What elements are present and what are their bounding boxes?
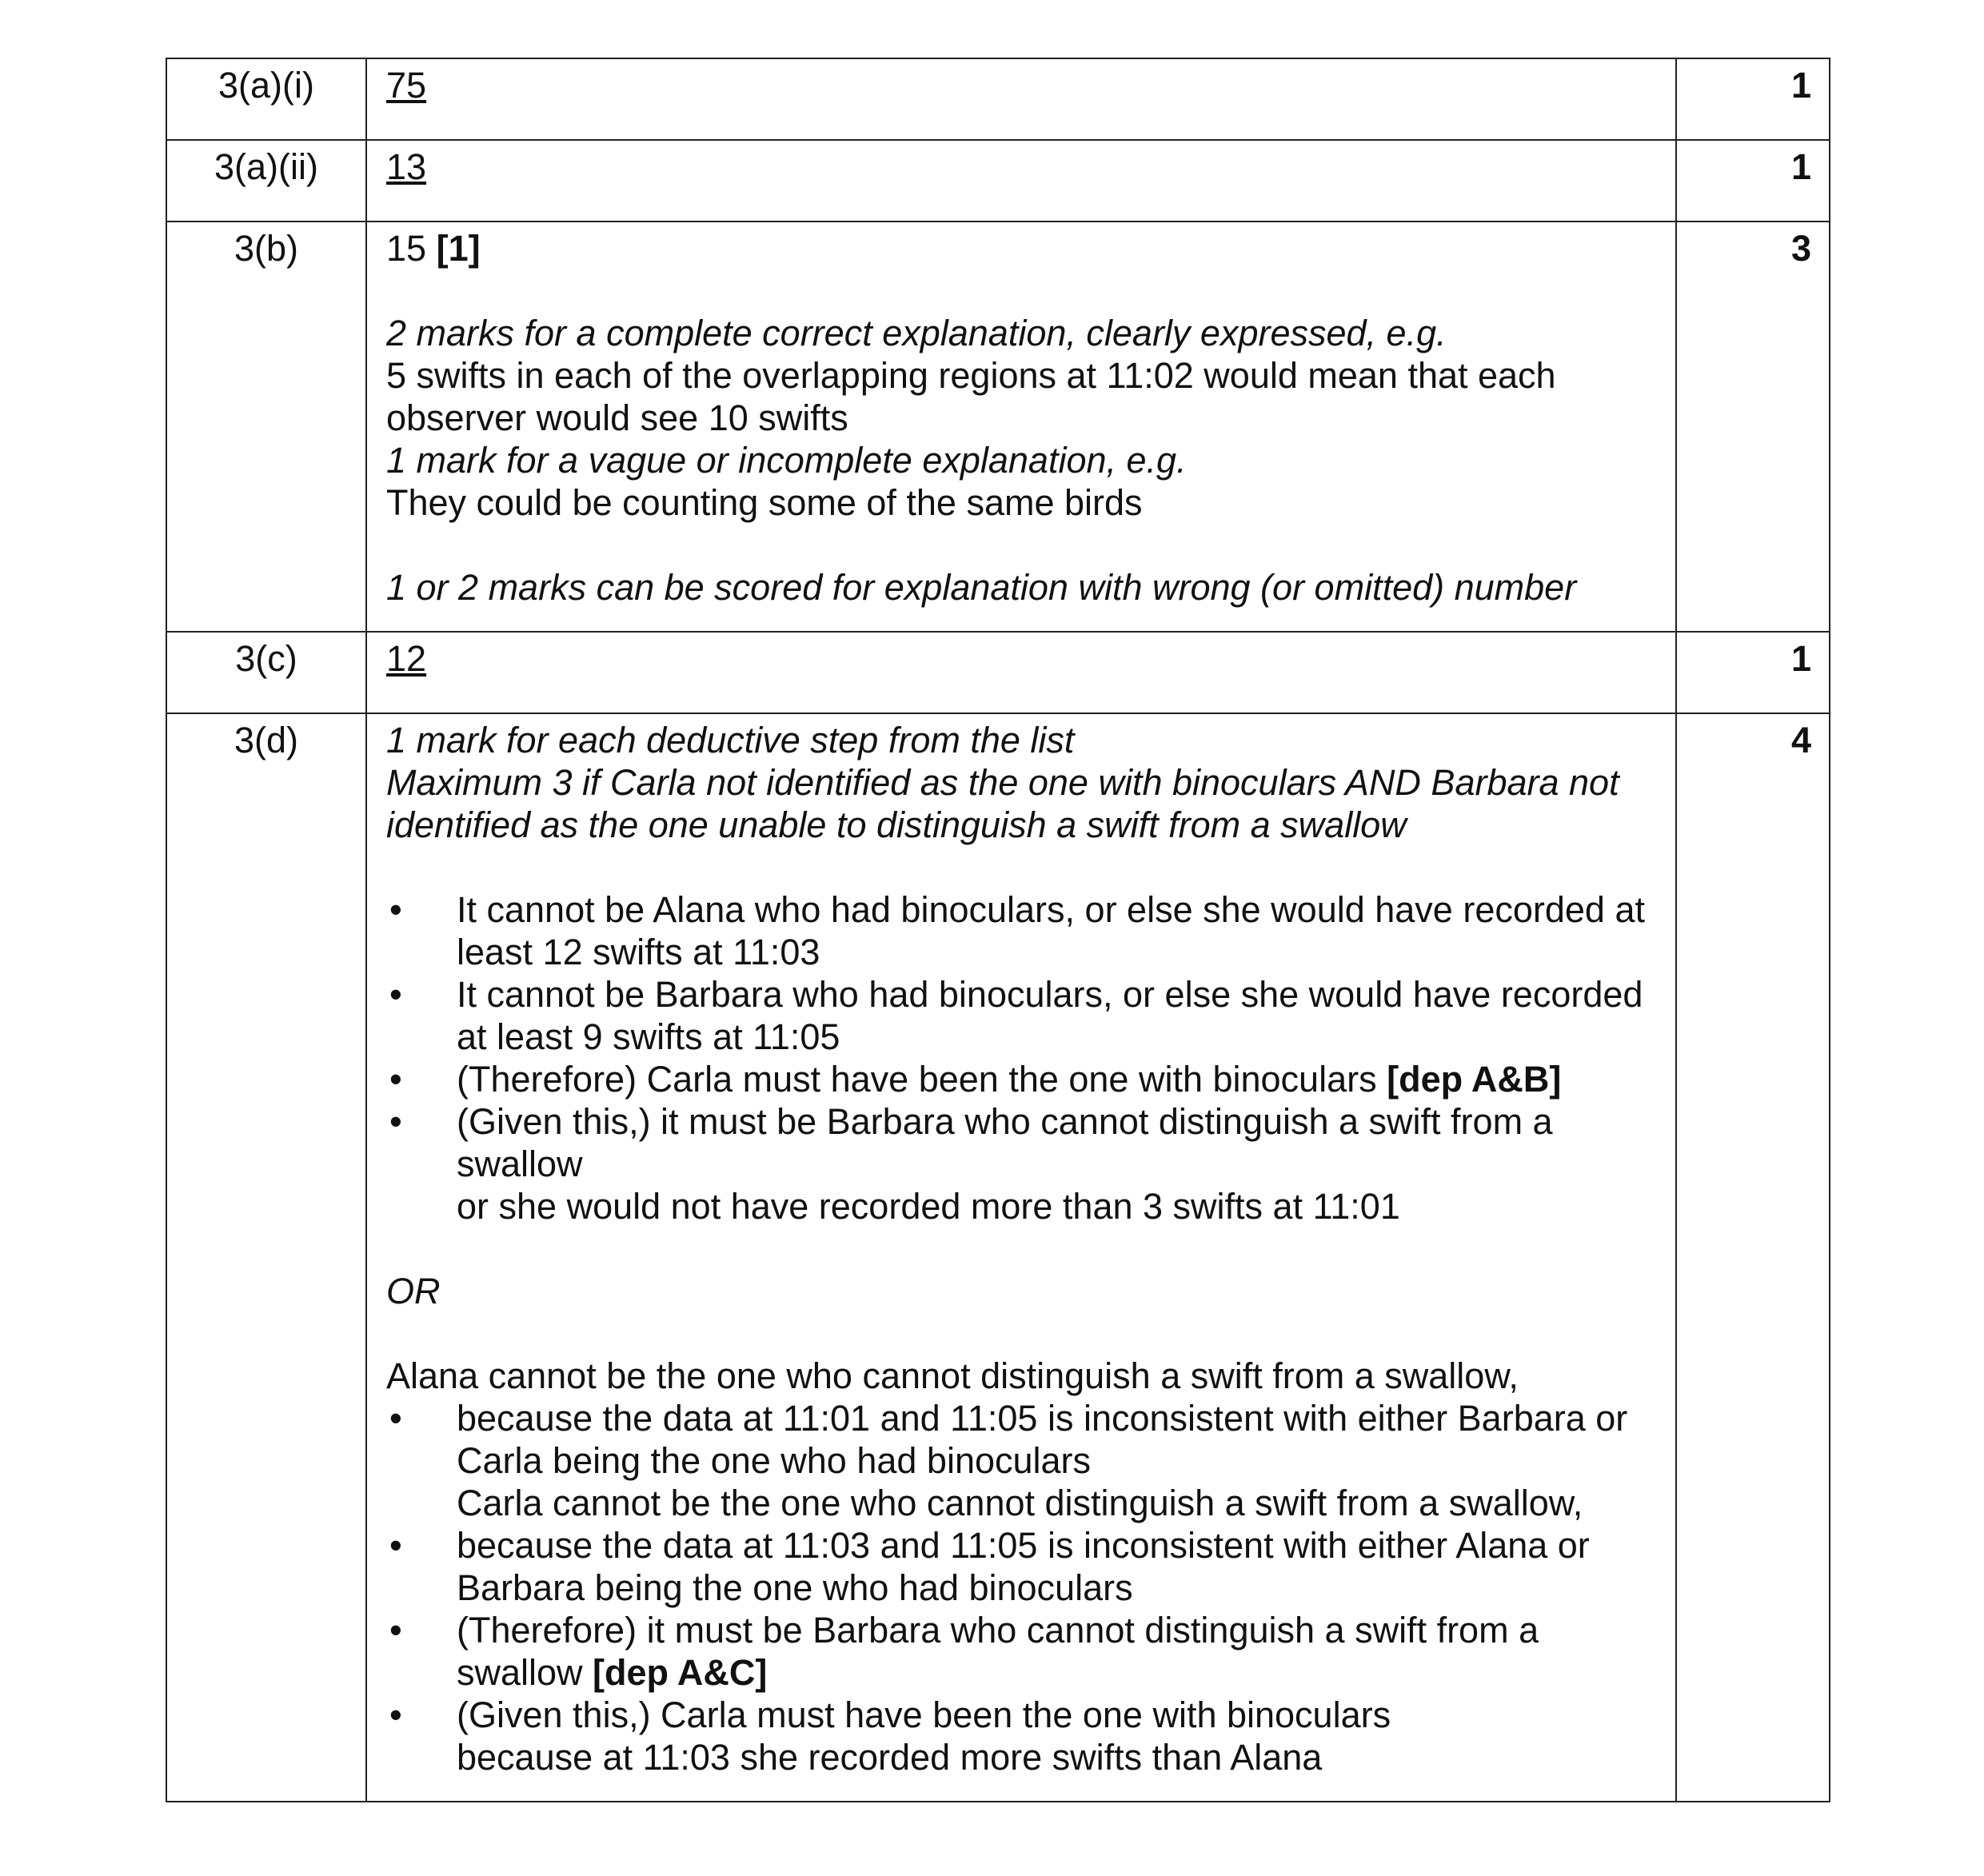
marks-cell bbox=[1676, 140, 1830, 222]
question-number-cell bbox=[166, 713, 366, 1802]
deduction-list bbox=[386, 1524, 1659, 1736]
marks-value: 1 bbox=[1790, 65, 1811, 106]
answer-line bbox=[386, 227, 1659, 269]
table-row bbox=[166, 222, 1830, 632]
question-number: 3(a)(ii) bbox=[214, 146, 318, 187]
or-label: OR bbox=[386, 1271, 441, 1311]
example-answer: 5 swifts in each of the overlapping regions at 11:02 would mean that each observer would see 10 swifts bbox=[386, 355, 1556, 438]
marking-note: 2 marks for a complete correct explanation, clearly expressed, e.g. bbox=[386, 313, 1447, 353]
marks-value: 1 bbox=[1790, 146, 1811, 187]
answer-value: 15 bbox=[386, 228, 427, 269]
marks-cell bbox=[1676, 632, 1830, 713]
table-row bbox=[166, 713, 1830, 1802]
list-item: • (Given this,) Carla must have been the one with binoculars bbox=[386, 1694, 1659, 1736]
answer-cell bbox=[366, 632, 1676, 713]
table-row bbox=[166, 140, 1830, 222]
deduction-list bbox=[386, 888, 1659, 1185]
mark-tag: [1] bbox=[436, 228, 481, 269]
dependency-tag: [dep A&C] bbox=[593, 1652, 768, 1693]
answer-value: 13 bbox=[386, 146, 427, 187]
alternative-intro: Alana cannot be the one who cannot distinguish a swift from a swallow, bbox=[386, 1355, 1519, 1396]
marking-note: 1 or 2 marks can be scored for explanation with wrong (or omitted) number bbox=[386, 567, 1577, 608]
list-item: • because the data at 11:01 and 11:05 is inconsistent with either Barbara or Carla being the one who had binoculars bbox=[386, 1397, 1659, 1482]
list-item: • It cannot be Barbara who had binoculars, or else she would have recorded at least 9 swifts at 11:05 bbox=[386, 973, 1659, 1058]
marks-cell bbox=[1676, 713, 1830, 1802]
deduction-list bbox=[386, 1397, 1659, 1482]
question-number-cell bbox=[166, 140, 366, 222]
table-row bbox=[166, 58, 1830, 140]
table-row bbox=[166, 632, 1830, 713]
answer-value: 75 bbox=[386, 65, 427, 106]
list-continuation: or she would not have recorded more than 3 swifts at 11:01 bbox=[457, 1186, 1400, 1227]
question-number: 3(a)(i) bbox=[218, 65, 314, 106]
question-number-cell bbox=[166, 58, 366, 140]
list-continuation: because at 11:03 she recorded more swifts than Alana bbox=[457, 1737, 1323, 1778]
marks-value: 3 bbox=[1790, 228, 1811, 269]
question-number: 3(b) bbox=[234, 228, 299, 269]
answer-cell bbox=[366, 140, 1676, 222]
marking-note: 1 mark for a vague or incomplete explanation, e.g. bbox=[386, 440, 1187, 481]
question-number-cell bbox=[166, 222, 366, 632]
answer-value: 12 bbox=[386, 638, 427, 679]
answer-cell bbox=[366, 58, 1676, 140]
marks-cell bbox=[1676, 222, 1830, 632]
question-number: 3(d) bbox=[234, 720, 299, 760]
list-item: • (Given this,) it must be Barbara who cannot distinguish a swift from a swallow bbox=[386, 1100, 1659, 1185]
example-answer: They could be counting some of the same birds bbox=[386, 482, 1143, 523]
marks-value: 4 bbox=[1790, 720, 1811, 760]
list-item: • (Therefore) Carla must have been the one with binoculars [dep A&B] bbox=[386, 1058, 1659, 1100]
answer-cell bbox=[366, 713, 1676, 1802]
dependency-tag: [dep A&B] bbox=[1387, 1059, 1562, 1100]
list-item: • It cannot be Alana who had binoculars, or else she would have recorded at least 12 swifts at 11:03 bbox=[386, 888, 1659, 973]
list-item: • (Therefore) it must be Barbara who cannot distinguish a swift from a swallow [dep A&C] bbox=[386, 1609, 1659, 1694]
answer-cell bbox=[366, 222, 1676, 632]
marks-cell bbox=[1676, 58, 1830, 140]
question-number-cell bbox=[166, 632, 366, 713]
list-item: • because the data at 11:03 and 11:05 is inconsistent with either Alana or Barbara being the one who had binoculars bbox=[386, 1524, 1659, 1609]
question-number: 3(c) bbox=[235, 638, 297, 679]
list-continuation: Carla cannot be the one who cannot distinguish a swift from a swallow, bbox=[457, 1483, 1583, 1523]
marking-note: 1 mark for each deductive step from the list bbox=[386, 720, 1075, 760]
marking-note: Maximum 3 if Carla not identified as the one with binoculars AND Barbara not identified as the one unable to distinguish a swift from a swallow bbox=[386, 762, 1619, 845]
marks-value: 1 bbox=[1790, 638, 1811, 679]
mark-scheme-table bbox=[166, 58, 1830, 1802]
